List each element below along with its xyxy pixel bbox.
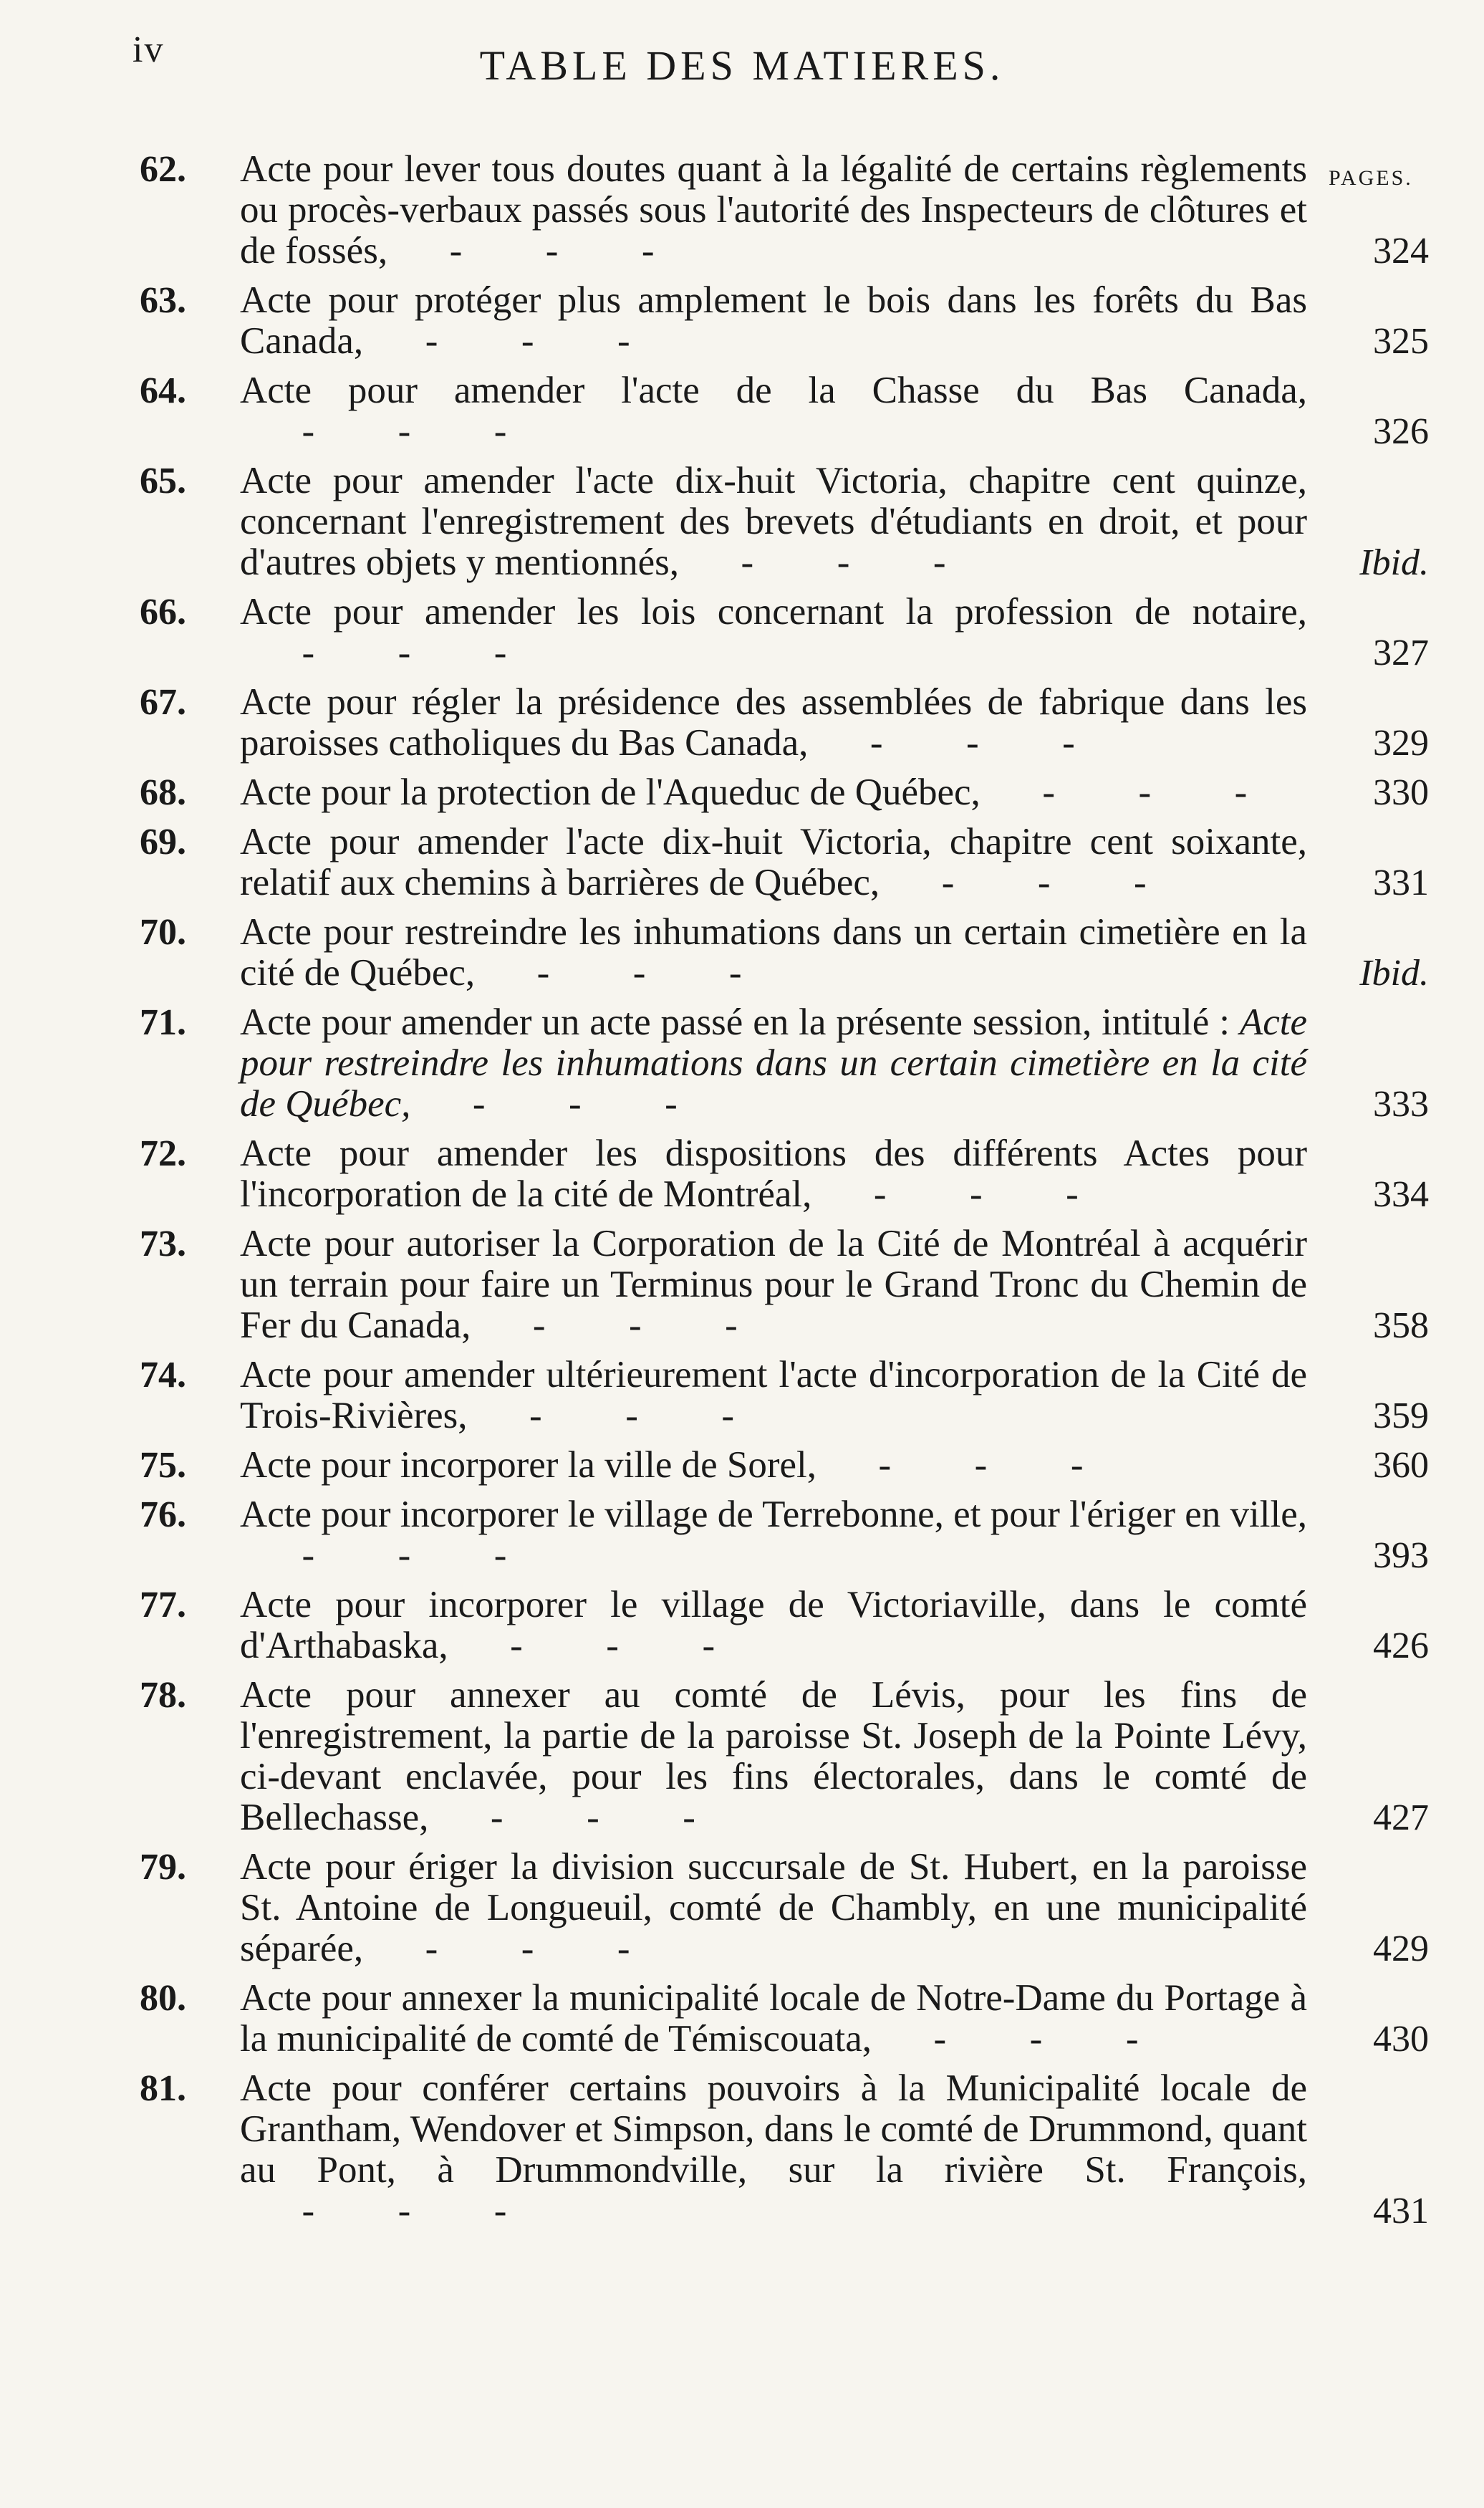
toc-entry: [140, 1585, 1443, 1666]
leader-dashes: - - -: [240, 632, 529, 673]
entry-title: [240, 2068, 1307, 2231]
toc-entry: [140, 280, 1443, 362]
entry-number: 69.: [140, 822, 186, 863]
page-number: iv: [132, 29, 165, 70]
entry-title: [240, 1847, 1307, 1969]
leader-dashes: - - -: [363, 1928, 652, 1969]
page-reference: 330: [1373, 772, 1429, 813]
page-reference: 324: [1373, 231, 1429, 272]
entry-number: 65.: [140, 461, 186, 501]
entry-title-text: Acte pour amender l'acte dix-huit Victoria, chapitre cent quinze, concernant l'enregistrement des brevets d'étudiants en droit, et pour d'autres objets y mentionnés,: [240, 460, 1307, 583]
toc-entry: [140, 461, 1443, 583]
toc-entry: [140, 370, 1443, 452]
entry-number: 70.: [140, 912, 186, 953]
entry-title: [240, 1675, 1307, 1838]
leader-dashes: - - -: [808, 722, 1097, 764]
toc-entry: [140, 2068, 1443, 2231]
entry-title: [240, 682, 1307, 764]
entry-title: [240, 1494, 1307, 1576]
toc-entry: [140, 1978, 1443, 2060]
page-reference: 329: [1373, 723, 1429, 764]
entry-title-text: Acte pour restreindre les inhumations dans un certain cimetière en la cité de Québec,: [240, 911, 1307, 994]
leader-dashes: - - -: [428, 1797, 717, 1838]
page-reference: 325: [1373, 321, 1429, 362]
toc-entry: [140, 1224, 1443, 1346]
entry-title-text: Acte pour conférer certains pouvoirs à la Municipalité locale de Grantham, Wendover et Simpson, dans le comté de Drummond, quant au Pont, à Drummondville, sur la rivière St. François,: [240, 2067, 1307, 2191]
page-reference: 360: [1373, 1445, 1429, 1486]
leader-dashes: - - -: [471, 1305, 759, 1346]
leader-dashes: - - -: [410, 1083, 699, 1125]
entry-title: [240, 912, 1307, 994]
page-reference: Ibid.: [1359, 953, 1429, 994]
leader-dashes: - - -: [240, 1534, 529, 1576]
entry-title-text: Acte pour annexer au comté de Lévis, pour les fins de l'enregistrement, la partie de la paroisse St. Joseph de la Pointe Lévy, ci-devant enclavée, pour les fins électorales, dans le comté de Bellechasse,: [240, 1674, 1307, 1838]
page-reference: 333: [1373, 1084, 1429, 1125]
entry-title-text: Acte pour incorporer le village de Victoriaville, dans le comté d'Arthabaska,: [240, 1584, 1307, 1666]
entry-title-text: Acte pour incorporer le village de Terrebonne, et pour l'ériger en ville,: [240, 1494, 1307, 1535]
leader-dashes: - - -: [467, 1395, 756, 1436]
toc-entry: [140, 1847, 1443, 1969]
page-reference: 430: [1373, 2019, 1429, 2060]
entry-title: [240, 1978, 1307, 2060]
leader-dashes: - - -: [679, 542, 968, 583]
entry-title-text: Acte pour lever tous doutes quant à la légalité de certains règlements ou procès-verbaux passés sous l'autorité des Inspecteurs de clôtures et de fossés,: [240, 148, 1307, 272]
entry-number: 74.: [140, 1355, 186, 1395]
entry-number: 75.: [140, 1445, 186, 1486]
entry-title-text: Acte pour amender un acte passé en la présente session, intitulé :: [240, 1001, 1230, 1043]
toc-entry: [140, 592, 1443, 673]
entry-title: [240, 1133, 1307, 1215]
page-reference: 359: [1373, 1395, 1429, 1436]
entry-title-text: Acte pour amender les dispositions des différents Actes pour l'incorporation de la cité de Montréal,: [240, 1133, 1307, 1215]
leader-dashes: - - -: [811, 1173, 1100, 1215]
entry-title: [240, 592, 1307, 673]
toc-entry: [140, 1355, 1443, 1436]
page-reference: 358: [1373, 1305, 1429, 1346]
leader-dashes: - - -: [475, 952, 763, 994]
page-reference: Ibid.: [1359, 542, 1429, 583]
leader-dashes: - - -: [240, 410, 529, 452]
page-reference: 431: [1373, 2191, 1429, 2231]
entry-title-text: Acte pour amender les lois concernant la profession de notaire,: [240, 591, 1307, 633]
entry-number: 77.: [140, 1585, 186, 1625]
entry-title: [240, 280, 1307, 362]
leader-dashes: - - -: [980, 772, 1269, 813]
toc-entry: [140, 912, 1443, 994]
leader-dashes: - - -: [363, 320, 652, 362]
entry-title: [240, 822, 1307, 903]
entry-title: [240, 1585, 1307, 1666]
entry-number: 73.: [140, 1224, 186, 1264]
entry-number: 78.: [140, 1675, 186, 1716]
toc-entry: [140, 1675, 1443, 1838]
entry-number: 67.: [140, 682, 186, 723]
entry-title-text: Acte pour amender l'acte dix-huit Victoria, chapitre cent soixante, relatif aux chemins à barrières de Québec,: [240, 821, 1307, 903]
toc-entry: [140, 682, 1443, 764]
toc-entry: [140, 1133, 1443, 1215]
toc-entry: [140, 822, 1443, 903]
page-reference: 331: [1373, 863, 1429, 903]
entry-number: 71.: [140, 1002, 186, 1043]
page-title: TABLE DES MATIERES.: [479, 42, 1005, 89]
entry-number: 68.: [140, 772, 186, 813]
page-reference: 334: [1373, 1174, 1429, 1215]
leader-dashes: - - -: [816, 1444, 1105, 1486]
toc-entry: [140, 772, 1443, 813]
pages-column-header: PAGES.: [1329, 166, 1413, 190]
entry-title-text: Acte pour la protection de l'Aqueduc de Québec,: [240, 772, 980, 813]
entry-title-text: Acte pour régler la présidence des assemblées de fabrique dans les paroisses catholiques du Bas Canada,: [240, 681, 1307, 764]
toc-entries: [140, 149, 1443, 2240]
toc-entry: [140, 149, 1443, 272]
page-reference: 429: [1373, 1928, 1429, 1969]
toc-entry: [140, 1002, 1443, 1125]
entry-number: 66.: [140, 592, 186, 633]
entry-number: 81.: [140, 2068, 186, 2109]
page-reference: 326: [1373, 411, 1429, 452]
entry-title-text: Acte pour annexer la municipalité locale de Notre-Dame du Portage à la municipalité de comté de Témiscouata,: [240, 1977, 1307, 2060]
page-reference: 327: [1373, 633, 1429, 673]
entry-title-text: Acte pour amender ultérieurement l'acte d'incorporation de la Cité de Trois-Rivières,: [240, 1354, 1307, 1436]
entry-number: 62.: [140, 149, 186, 190]
entry-number: 64.: [140, 370, 186, 411]
leader-dashes: - - -: [880, 862, 1168, 903]
entry-title: [240, 149, 1307, 272]
entry-title: [240, 1002, 1307, 1125]
entry-number: 79.: [140, 1847, 186, 1888]
entry-title-text: Acte pour amender l'acte de la Chasse du Bas Canada,: [240, 370, 1307, 411]
entry-title-text: Acte pour autoriser la Corporation de la Cité de Montréal à acquérir un terrain pour faire un Terminus pour le Grand Tronc du Chemin de Fer du Canada,: [240, 1223, 1307, 1346]
toc-entry: [140, 1445, 1443, 1486]
page-reference: 427: [1373, 1797, 1429, 1838]
page-reference: 426: [1373, 1625, 1429, 1666]
entry-title: [240, 1355, 1307, 1436]
entry-title: [240, 370, 1307, 452]
entry-number: 72.: [140, 1133, 186, 1174]
entry-title: [240, 772, 1307, 813]
leader-dashes: - - -: [387, 230, 676, 272]
entry-title-text: Acte pour protéger plus amplement le bois dans les forêts du Bas Canada,: [240, 279, 1307, 362]
entry-number: 80.: [140, 1978, 186, 2019]
entry-title-italic: Acte pour restreindre les inhumations dans un certain cimetière en la cité de Québec,: [240, 1001, 1307, 1125]
entry-title: [240, 461, 1307, 583]
entry-number: 76.: [140, 1494, 186, 1535]
leader-dashes: - - -: [240, 2190, 529, 2231]
entry-title: [240, 1445, 1307, 1486]
toc-entry: [140, 1494, 1443, 1576]
entry-title-text: Acte pour ériger la division succursale de St. Hubert, en la paroisse St. Antoine de Longueuil, comté de Chambly, en une municipalité séparée,: [240, 1846, 1307, 1969]
entry-title-text: Acte pour incorporer la ville de Sorel,: [240, 1444, 817, 1486]
entry-number: 63.: [140, 280, 186, 321]
leader-dashes: - - -: [872, 2018, 1160, 2060]
leader-dashes: - - -: [448, 1625, 737, 1666]
page-reference: 393: [1373, 1535, 1429, 1576]
entry-title: [240, 1224, 1307, 1346]
